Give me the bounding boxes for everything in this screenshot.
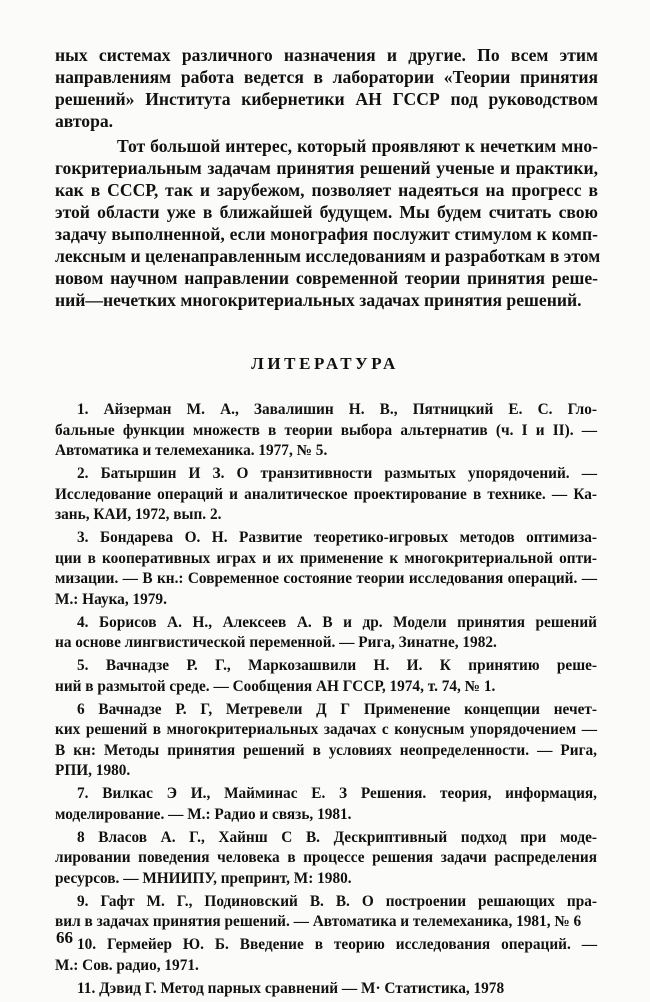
text-line: лексным и целенаправленным исследованиям и разработкам в этом: [55, 246, 601, 266]
text-line: автора.: [55, 111, 114, 131]
reference-line: РПИ, 1980.: [55, 762, 131, 779]
reference-item: [55, 528, 597, 610]
reference-line: на основе лингвистической переменной. — Рига, Зинатне, 1982.: [55, 634, 497, 651]
text-line: как в СССР, так и зарубежом, позволяет надеяться на прогресс в: [55, 180, 598, 200]
reference-line: Автоматика и телемеханика. 1977, № 5.: [55, 442, 328, 459]
reference-item: [55, 892, 597, 933]
text-line: задачу выполненной, если монография послужит стимулом к комп-: [55, 224, 598, 244]
reference-line: вил в задачах принятия решений. — Автоматика и телемеханика, 1981, № 6: [55, 913, 582, 930]
reference-item: [55, 828, 597, 890]
reference-item: [55, 656, 597, 697]
reference-line: 7. Вилкас Э И., Майминас Е. З Решения. теория, информация,: [77, 785, 597, 802]
reference-line: ний в размытой среде. — Сообщения АН ГССР, 1974, т. 74, № 1.: [55, 677, 496, 695]
reference-line: 5. Вачнадзе Р. Г., Маркозашвили Н. И. К принятию реше-: [77, 657, 597, 674]
reference-line: ресурсов. — МНИИПУ, препринт, М: 1980.: [55, 869, 352, 887]
reference-line: В кн: Методы принятия решений в условиях неопределенности. — Рига,: [55, 741, 597, 759]
text-line: ных системах различного назначения и другие. По всем этим: [55, 45, 598, 65]
reference-line: моделирование. — М.: Радио и связь, 1981.: [55, 805, 352, 823]
reference-line: зань, КАИ, 1972, вып. 2.: [55, 506, 222, 523]
reference-line: М.: Наука, 1979.: [55, 590, 167, 608]
reference-line: 3. Бондарева О. Н. Развитие теоретико-игровых методов оптимиза-: [77, 529, 597, 546]
page-number: 66: [56, 928, 73, 947]
text-line: этой области уже в ближайшей будущем. Мы будем считать свою: [55, 202, 598, 222]
reference-item: [55, 979, 597, 1000]
reference-item: [55, 464, 597, 526]
reference-line: 11. Дэвид Г. Метод парных сравнений — М· Статистика, 1978: [77, 979, 505, 997]
text-line: решений» Института кибернетики АН ГССР под руководством: [55, 89, 598, 109]
reference-item: [55, 613, 597, 654]
reference-line: М.: Сов. радио, 1971.: [55, 956, 199, 974]
reference-line: 1. Айзерман М. А., Завалишин Н. В., Пятницкий Е. С. Гло-: [77, 401, 597, 418]
reference-item: [55, 935, 597, 976]
reference-line: 4. Борисов А. Н., Алексеев А. В и др. Модели принятия решений: [77, 613, 597, 631]
reference-list: [55, 400, 597, 1002]
text-line: новом научном направлении современной теории принятия реше-: [55, 268, 598, 288]
reference-line: мизации. — В кн.: Современное состояние теории исследования операций. —: [55, 570, 597, 587]
reference-line: 10. Гермейер Ю. Б. Введение в теорию исследования операций. —: [77, 936, 597, 953]
reference-line: лировании поведения человека в процессе решения задачи распределения: [55, 849, 597, 866]
reference-line: ции в кооперативных играх и их применение к многокритериальной опти-: [55, 549, 597, 567]
reference-line: бальные функции множеств в теории выбора альтернатив (ч. I и II). —: [55, 421, 597, 439]
literature-heading: ЛИТЕРАТУРА: [251, 354, 399, 373]
reference-line: ких решений в многокритериальных задачах с конусным упорядочением —: [55, 721, 597, 738]
reference-line: Исследование операций и аналитическое проектирование в технике. — Ка-: [55, 485, 597, 503]
conclusion-paragraph: [55, 135, 601, 311]
reference-item: [55, 400, 597, 462]
reference-item: [55, 700, 597, 782]
reference-line: 8 Власов А. Г., Хайнш С В. Дескриптивный подход при моде-: [77, 828, 597, 846]
reference-item: [55, 784, 597, 825]
intro-paragraph: [55, 44, 598, 132]
text-line: направлениям работа ведется в лаборатории «Теории принятия: [55, 67, 598, 87]
reference-line: 2. Батыршин И З. О транзитивности размытых упорядочений. —: [77, 465, 597, 482]
reference-line: 6 Вачнадзе Р. Г, Метревели Д Г Применение концепции нечет-: [77, 700, 597, 718]
text-line: ний—нечетких многокритериальных задачах принятия решений.: [55, 290, 582, 310]
reference-line: 9. Гафт М. Г., Подиновский В. В. О построении решающих пра-: [77, 892, 597, 910]
text-line: гокритериальным задачам принятия решений ученые и практики,: [55, 158, 598, 178]
text-line: Тот большой интерес, который проявляют к нечетким мно-: [117, 136, 598, 156]
